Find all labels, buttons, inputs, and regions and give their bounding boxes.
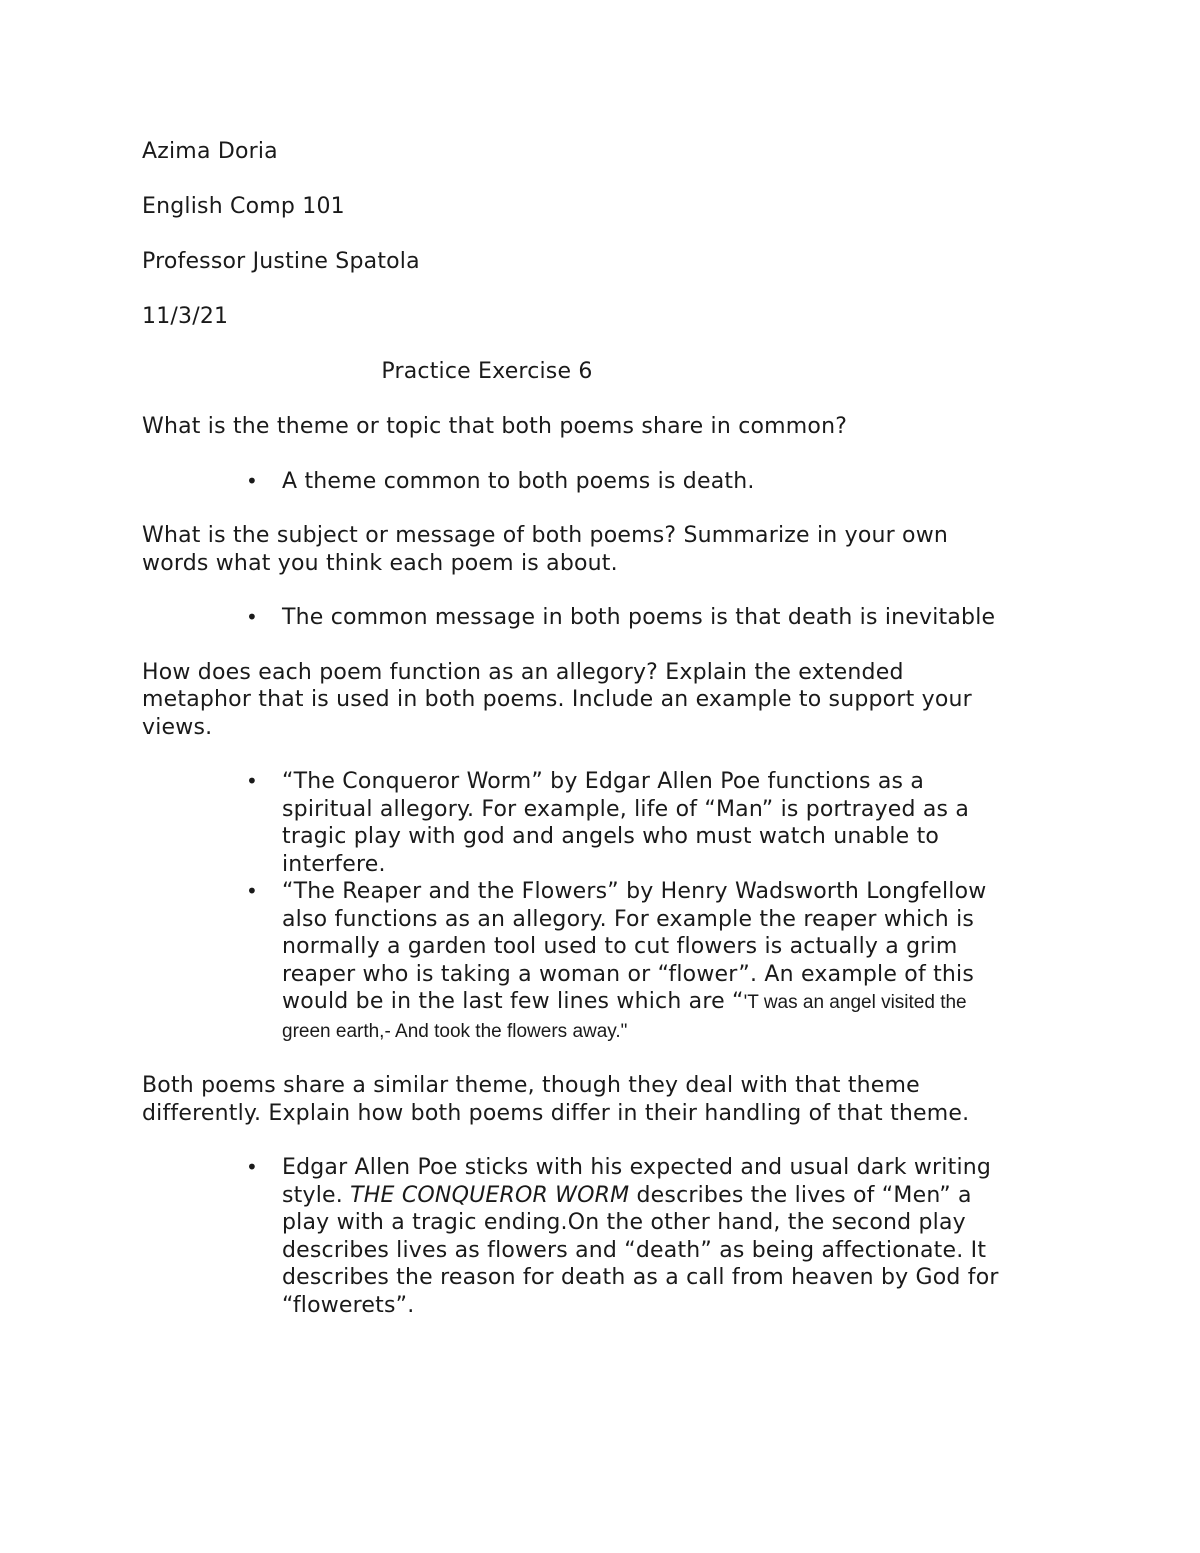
student-name: Azima Doria — [142, 139, 278, 164]
answer-line: describes lives as flowers and “death” as being affectionate. It — [282, 1237, 987, 1263]
professor-name: Professor Justine Spatola — [142, 249, 420, 274]
list-item — [246, 768, 1052, 878]
answer-line: “flowerets”. — [282, 1292, 415, 1318]
list-item — [246, 468, 1052, 496]
answer-line: normally a garden tool used to cut flowers is actually a grim — [282, 934, 958, 959]
course-name: English Comp 101 — [142, 194, 345, 219]
question-4-line-1: Both poems share a similar theme, though they deal with that theme — [142, 1073, 920, 1098]
question-3-answers — [142, 768, 1052, 1045]
question-2-line-1: What is the subject or message of both poems? Summarize in your own — [142, 523, 949, 548]
answer-line: interfere. — [282, 851, 386, 877]
bullet-icon: • — [246, 879, 258, 903]
answer-line: play with a tragic ending.On the other hand, the second play — [282, 1210, 966, 1235]
question-4-line-2: differently. Explain how both poems differ in their handling of that theme. — [142, 1100, 970, 1126]
question-2-answers — [142, 604, 1052, 632]
poem-quote: green earth,- And took the flowers away." — [282, 1020, 628, 1042]
question-1 — [142, 413, 1052, 441]
question-3 — [142, 659, 1052, 742]
answer-text: A theme common to both poems is death. — [282, 468, 755, 494]
question-2-line-2: words what you think each poem is about. — [142, 550, 618, 576]
answer-line: also functions as an allegory. For example the reaper which is — [282, 906, 975, 932]
page-title: Practice Exercise 6 — [381, 359, 593, 384]
poem-quote: 'T was an angel visited the — [743, 992, 967, 1013]
answer-line: would be in the last few lines which are “ — [282, 989, 744, 1014]
bullet-icon: • — [246, 1155, 258, 1179]
question-4 — [142, 1072, 1052, 1127]
list-item — [246, 604, 1052, 632]
question-3-line-2: metaphor that is used in both poems. Include an example to support your — [142, 687, 972, 712]
bullet-icon: • — [246, 605, 258, 629]
answer-line: describes the lives of “Men” a — [629, 1182, 972, 1208]
answer-text: The common message in both poems is that death is inevitable — [282, 605, 996, 630]
question-1-text: What is the theme or topic that both poems share in common? — [142, 414, 848, 439]
question-2 — [142, 522, 1052, 577]
document-body — [142, 138, 1052, 1346]
answer-line: reaper who is taking a woman or “flower”. An example of this — [282, 961, 975, 987]
poem-title: THE CONQUEROR WORM — [350, 1182, 630, 1208]
answer-line: describes the reason for death as a call from heaven by God for — [282, 1265, 999, 1290]
bullet-icon: • — [246, 769, 258, 793]
answer-line: tragic play with god and angels who must watch unable to — [282, 824, 940, 849]
answer-line: “The Conqueror Worm” by Edgar Allen Poe functions as a — [282, 769, 925, 794]
question-4-answers — [142, 1154, 1052, 1319]
bullet-icon: • — [246, 468, 258, 493]
question-1-answers — [142, 468, 1052, 496]
answer-line: “The Reaper and the Flowers” by Henry Wadsworth Longfellow — [282, 879, 987, 904]
answer-line: Edgar Allen Poe sticks with his expected and usual dark writing — [282, 1155, 992, 1180]
list-item — [246, 878, 1052, 1045]
question-3-line-3: views. — [142, 714, 213, 740]
document-date: 11/3/21 — [142, 304, 229, 329]
question-3-line-1: How does each poem function as an allegory? Explain the extended — [142, 659, 904, 685]
list-item — [246, 1154, 1052, 1319]
answer-line: style. — [282, 1182, 351, 1208]
answer-line: spiritual allegory. For example, life of “Man” is portrayed as a — [282, 796, 970, 822]
